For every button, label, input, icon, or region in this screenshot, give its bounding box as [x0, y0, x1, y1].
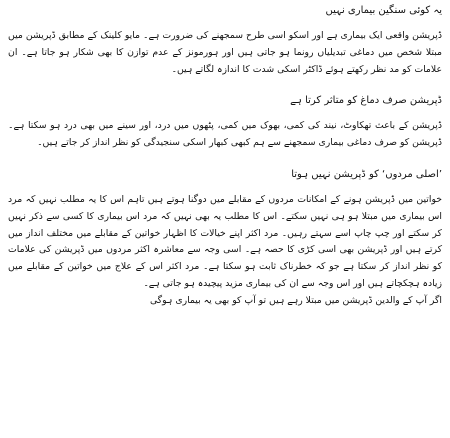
paragraph-parents-depression: اگر آپ کے والدین ڈپریشن میں مبتلا رہے ہیں تو آپ کو بھی یہ بیماری ہوگی — [149, 294, 442, 306]
paragraph-men-and-depression: خواتین میں ڈپریشن ہونے کے امکانات مردوں کے مقابلے میں دوگنا ہوتے ہیں تاہم اس کا یہ مطلب نہیں کہ مرد اس بیماری میں مبتلا ہو ہی نہیں سکتے۔ اس کا مطلب یہ بھی نہیں کہ مرد اس بیماری کا کسی سے ذکر نہیں کر سکتے اور چپ چاپ اسے سہتے رہیں۔ مرد اکثر اپنے خیالات کا اظہار خواتین کے مقابلے میں مختلف انداز میں کرتے ہیں اور ڈپریشن بھی اسی کڑی کا حصہ ہے۔ اسی وجہ سے معاشرہ اکثر مردوں میں ڈپریشن کی علامات کو نظر انداز کر سکتا ہے جو کہ خطرناک ثابت ہو سکتا ہے۔ مرد اکثر اس کے علاج میں خواتین کے مقابلے میں زیادہ ہچکچاتے ہیں اور اس وجہ سے ان کی بیماری مزید پیچیدہ ہو جاتی ہے۔ — [8, 193, 442, 289]
paragraph-depression-is-illness: ڈپریشن واقعی ایک بیماری ہے اور اسکو اسی طرح سمجھنے کی ضرورت ہے۔ مایو کلینک کے مطابق ڈپریشن میں مبتلا شخص میں دماغی تبدیلیاں رونما ہو جاتی ہیں اور ہورمونز کے عدم توازن کا بھی شکار ہو جاتا ہے۔ ان علامات کو مد نظر رکھتے ہوئے ڈاکٹر اسکی شدت کا اندازہ لگاتے ہیں۔ — [8, 30, 442, 75]
paragraph-physical-symptoms: ڈپریشن کے باعث تھکاوٹ، نیند کی کمی، بھوک میں کمی، پٹھوں میں درد، اور سینے میں بھی درد ہو سکتا ہے۔ ڈپریشن کو صرف دماغی بیماری سمجھنے سے ہم کبھی کبھار اسکی سنجیدگی کو نظر انداز کر جاتے ہیں۔ — [8, 120, 442, 149]
article-body — [8, 0, 442, 438]
heading-real-men: ’اصلی مردوں‘ کو ڈپریشن نہیں ہوتا — [291, 168, 442, 180]
spacer — [8, 18, 442, 28]
heading-not-serious-illness: یہ کوئی سنگین بیماری نہیں — [325, 5, 442, 16]
spacer — [8, 78, 442, 90]
spacer — [8, 182, 442, 192]
heading-only-affects-brain: ڈپریشن صرف دماغ کو متاثر کرتا ہے — [290, 95, 442, 107]
spacer — [8, 152, 442, 164]
spacer — [8, 108, 442, 118]
